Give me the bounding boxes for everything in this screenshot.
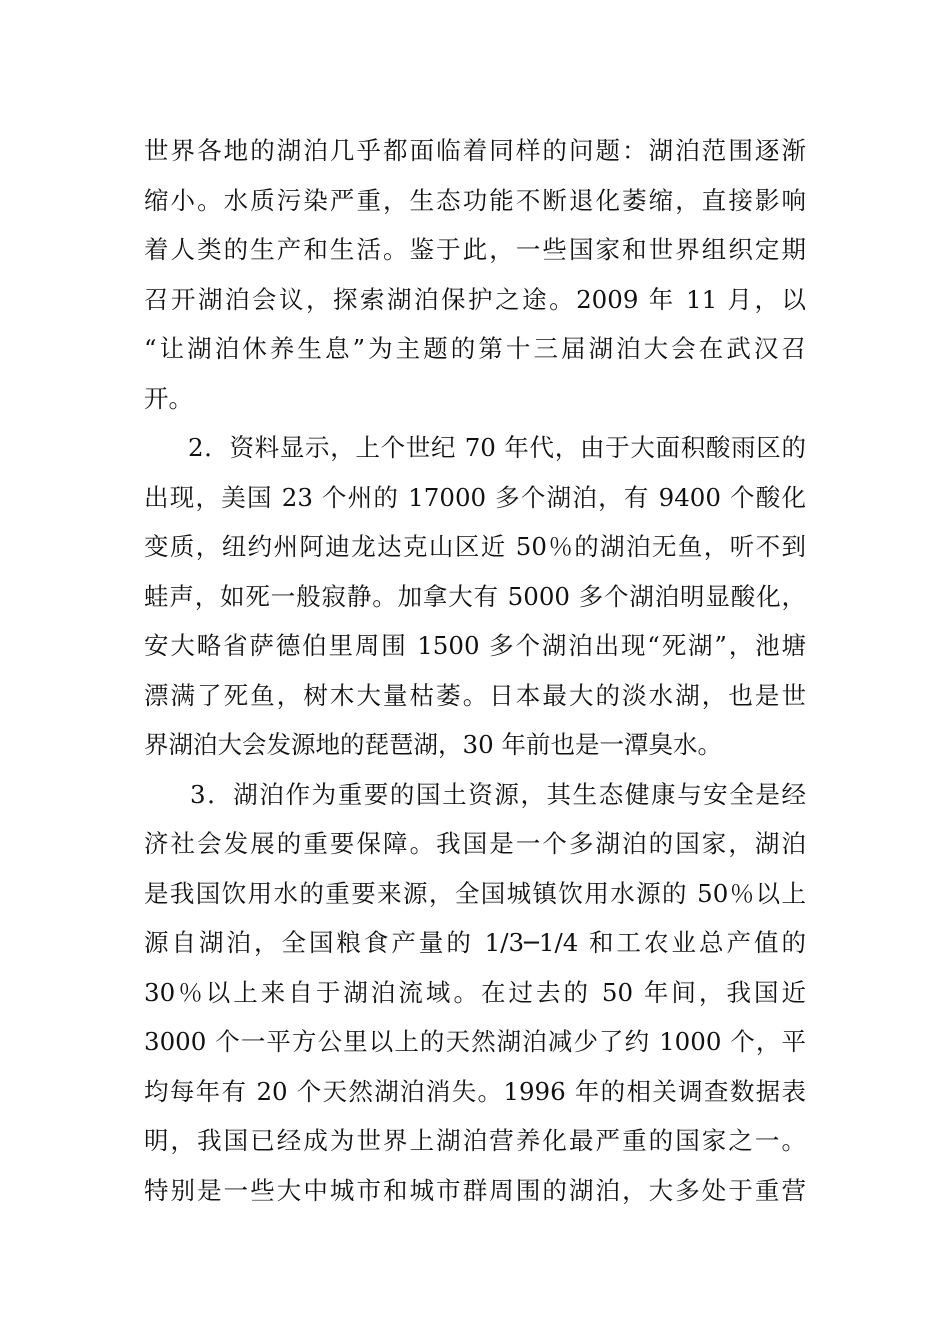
text-line: 特别是一些大中城市和城市群周围的湖泊，大多处于重营 xyxy=(144,1175,806,1205)
text-line: 变质，纽约州阿迪龙达克山区近 50％的湖泊无鱼，听不到 xyxy=(144,532,806,561)
text-line: “让湖泊休养生息”为主题的第十三届湖泊大会在武汉召 xyxy=(144,334,806,363)
text-line: 蛙声，如死一般寂静。加拿大有 5000 多个湖泊明显酸化， xyxy=(144,581,806,611)
text-line: 缩小。水质污染严重，生态功能不断退化萎缩，直接影响 xyxy=(144,185,806,215)
text-line: 出现，美国 23 个州的 17000 多个湖泊，有 9400 个酸化 xyxy=(144,482,806,512)
body-text xyxy=(144,126,806,1215)
text-line: 均每年有 20 个天然湖泊消失。1996 年的相关调查数据表 xyxy=(144,1076,806,1106)
text-line: 济社会发展的重要保障。我国是一个多湖泊的国家，湖泊 xyxy=(144,829,806,858)
text-line: 漂满了死鱼，树木大量枯萎。日本最大的淡水湖，也是世 xyxy=(144,680,806,710)
text-line: 世界各地的湖泊几乎都面临着同样的问题：湖泊范围逐渐 xyxy=(144,136,806,165)
text-line: 着人类的生产和生活。鉴于此，一些国家和世界组织定期 xyxy=(144,235,806,264)
text-line: 界湖泊大会发源地的琵琶湖，30 年前也是一潭臭水。 xyxy=(144,730,722,759)
paragraph-first-line: 3．湖泊作为重要的国土资源，其生态健康与安全是经 xyxy=(190,779,806,809)
text-line: 是我国饮用水的重要来源，全国城镇饮用水源的 50％以上 xyxy=(144,878,806,908)
text-line: 3000 个一平方公里以上的天然湖泊减少了约 1000 个，平 xyxy=(144,1027,806,1056)
paragraph-first-line: 2．资料显示，上个世纪 70 年代，由于大面积酸雨区的 xyxy=(188,433,806,462)
text-line: 源自湖泊，全国粮食产量的 1/3─1/4 和工农业总产值的 xyxy=(144,928,806,957)
text-line: 开。 xyxy=(144,383,193,413)
text-line: 30％以上来自于湖泊流域。在过去的 50 年间，我国近 xyxy=(144,977,806,1007)
text-line: 安大略省萨德伯里周围 1500 多个湖泊出现“死湖”，池塘 xyxy=(144,631,806,660)
text-line: 召开湖泊会议，探索湖泊保护之途。2009 年 11 月，以 xyxy=(144,284,806,314)
text-line: 明，我国已经成为世界上湖泊营养化最严重的国家之一。 xyxy=(144,1126,806,1155)
